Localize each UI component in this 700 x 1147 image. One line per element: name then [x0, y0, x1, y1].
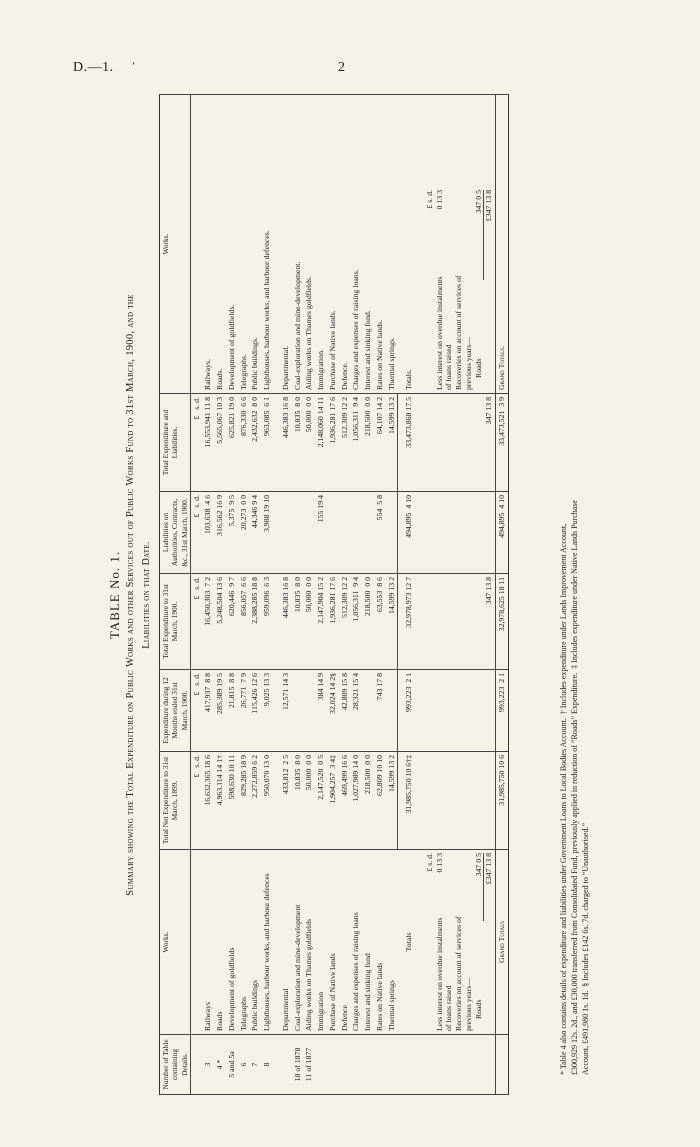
row-expenditure-12-months: 417,937 8 8: [202, 670, 214, 752]
row-liabilities: 316,562 16 9: [214, 492, 226, 574]
row-works-right: Lighthouses, harbour works, and harbour defences.: [261, 95, 273, 394]
row-total-expenditure-liabilities: 2,148,060 14 11: [315, 394, 327, 492]
row-works-right: Immigration.: [315, 95, 327, 394]
row-works: Immigration: [315, 850, 327, 1035]
row-works: Public buildings: [249, 850, 261, 1035]
row-expenditure-12-months: 9,025 13 3: [261, 670, 273, 752]
row-table-number: 18 of 1878: [292, 1035, 304, 1095]
row-net-expenditure: 950,070 13 0: [261, 752, 273, 850]
row-works: Interest and sinking fund: [362, 850, 374, 1035]
row-total-expenditure: 218,500 0 0: [362, 574, 374, 670]
row-table-number: [315, 1035, 327, 1095]
row-liabilities: 155 19 4: [315, 492, 327, 574]
table-row: [292, 95, 304, 1095]
row-total-expenditure-liabilities: 876,330 6 6: [238, 394, 250, 492]
less-label-1: Less interest on overdue instalments of loans raised: [434, 917, 454, 1031]
row-expenditure-12-months: 743 17 8: [374, 670, 386, 752]
units-totexp: £ s. d.: [190, 574, 202, 670]
row-works-right: Telegraphs.: [238, 95, 250, 394]
totals-totall: 33,473,868 17 5: [398, 394, 415, 492]
row-table-number: 8: [261, 1035, 273, 1095]
row-table-number: [280, 1035, 292, 1095]
row-works-right: Charges and expenses of raising loans.: [350, 95, 362, 394]
table-title: TABLE No. 1.: [107, 550, 122, 640]
less-totexp: 347 13 8: [415, 574, 496, 670]
row-total-expenditure: 16,450,303 7 2: [202, 574, 214, 670]
row-total-expenditure: 959,096 6 3: [261, 574, 273, 670]
row-works: Charges and expenses of raising loans: [350, 850, 362, 1035]
less-lsd: £ s. d.: [424, 853, 434, 872]
row-total-expenditure: 2,147,904 15 2: [315, 574, 327, 670]
footnote-3: Account, £491,980 1s. 1d.: [580, 990, 590, 1075]
row-table-number: [374, 1035, 386, 1095]
totals-exp12: 993,223 2 1: [398, 670, 415, 752]
page-code: D.—1.: [73, 60, 114, 75]
col-header-net-expenditure: Total Net Expenditure to 31st March, 1899.: [160, 752, 191, 850]
units-liab: £ s. d.: [190, 492, 202, 574]
row-net-expenditure: 62,809 10 10: [374, 752, 386, 850]
col-header-expenditure-12-months: Expenditure during 12 Months ended 31st March, 1900.: [160, 670, 191, 752]
row-liabilities: [280, 492, 292, 574]
row-works: Telegraphs: [238, 850, 250, 1035]
col-header-total-expenditure-liabilities: Total Expenditure and Liabilities.: [160, 394, 191, 492]
table-row: [214, 95, 226, 1095]
row-works: Lighthouses, harbour works, and harbour defences: [261, 850, 273, 1035]
row-total-expenditure-liabilities: 64,107 14 2: [374, 394, 386, 492]
totals-label-right: Totals.: [398, 95, 415, 394]
col-header-works: Works.: [160, 850, 191, 1035]
totals-liab: 494,895 4 10: [398, 492, 415, 574]
row-works: Defence: [339, 850, 351, 1035]
row-expenditure-12-months: 42,809 15 8: [339, 670, 351, 752]
less-block-right: [415, 95, 496, 394]
row-net-expenditure: 433,812 2 5: [280, 752, 292, 850]
row-works-right: Railways.: [202, 95, 214, 394]
row-table-number: [386, 1035, 398, 1095]
row-net-expenditure: 10,835 8 0: [292, 752, 304, 850]
row-liabilities: [292, 492, 304, 574]
less-value-1-right: 0 13 3: [434, 190, 444, 210]
table-row: [261, 95, 273, 1095]
row-total-expenditure-liabilities: 446,383 16 8: [280, 394, 292, 492]
summary-table: [159, 94, 509, 1095]
row-total-expenditure: 446,383 16 8: [280, 574, 292, 670]
less-label-1-right: Less interest on overdue instalments of loans raised: [434, 276, 454, 390]
row-table-number: 5 and 5a: [226, 1035, 238, 1095]
table-row: [202, 95, 214, 1095]
row-total-expenditure: 63,553 8 6: [374, 574, 386, 670]
row-total-expenditure: 50,000 0 0: [303, 574, 315, 670]
row-expenditure-12-months: [292, 670, 304, 752]
row-works: Aiding works on Thames goldfields: [303, 850, 315, 1035]
spacer-row: [273, 95, 280, 1095]
row-liabilities: [362, 492, 374, 574]
row-works: Development of goldfields: [226, 850, 238, 1035]
row-total-expenditure-liabilities: 14,599 13 2: [386, 394, 398, 492]
table-subtitle-continued: Liabilities on that Date.: [141, 541, 152, 649]
row-net-expenditure: 598,630 10 11: [226, 752, 238, 850]
less-totall: 347 13 8: [415, 394, 496, 492]
grand-totals-exp12: 993,223 2 1: [496, 670, 509, 752]
row-net-expenditure: 16,632,365 18 6: [202, 752, 214, 850]
row-total-expenditure: 14,599 13 2: [386, 574, 398, 670]
table-row: [238, 95, 250, 1095]
row-expenditure-12-months: 28,321 15 4: [350, 670, 362, 752]
row-total-expenditure-liabilities: 1,056,311 9 4: [350, 394, 362, 492]
row-expenditure-12-months: 32,024 14 2§: [327, 670, 339, 752]
row-liabilities: 5,375 9 5: [226, 492, 238, 574]
less-sum: £347 13 8: [483, 853, 494, 921]
row-net-expenditure: 218,500 0 0: [362, 752, 374, 850]
less-row: [415, 95, 496, 1095]
footnote-2: £300,929 12s. 2d., and £30,000 transferred from Consolidated Fund, previously applied in reduction of “Roads” Expenditure.: [569, 672, 579, 1075]
row-total-expenditure: 5,248,504 13 6: [214, 574, 226, 670]
row-total-expenditure-liabilities: 10,835 8 0: [292, 394, 304, 492]
row-total-expenditure: 1,936,281 17 6: [327, 574, 339, 670]
footnote-1: * Table 4 also contains details of expenditure and liabilities under Government Loans to Local Bodies Account.: [559, 718, 568, 1075]
col-header-total-expenditure: Total Expenditure to 31st March, 1900.: [160, 574, 191, 670]
row-total-expenditure: 512,309 12 2: [339, 574, 351, 670]
grand-totals-label: Grand Totals: [496, 850, 509, 1035]
grand-totals-row: [496, 95, 509, 1095]
row-total-expenditure-liabilities: 5,565,067 10 3: [214, 394, 226, 492]
units-totall: £ s. d.: [190, 394, 202, 492]
table-row: [249, 95, 261, 1095]
row-expenditure-12-months: [386, 670, 398, 752]
row-works-right: Aiding works on Thames goldfields.: [303, 95, 315, 394]
header-row: [160, 95, 191, 1095]
row-expenditure-12-months: 115,426 12 6: [249, 670, 261, 752]
row-net-expenditure: 50,000 0 0: [303, 752, 315, 850]
row-total-expenditure-liabilities: 50,000 0 0: [303, 394, 315, 492]
row-works-right: Roads.: [214, 95, 226, 394]
row-total-expenditure: 1,056,311 9 4: [350, 574, 362, 670]
row-table-number: 6: [238, 1035, 250, 1095]
row-liabilities: 20,273 0 0: [238, 492, 250, 574]
row-total-expenditure: 2,388,285 18 8: [249, 574, 261, 670]
row-total-expenditure-liabilities: 512,309 12 2: [339, 394, 351, 492]
less-label-2-right: Recoveries on account of services of previous years—: [454, 275, 473, 390]
row-net-expenditure: 469,499 16 6: [339, 752, 351, 850]
row-works: Railways: [202, 850, 214, 1035]
footnote-3b: § Includes £142 6s. 7d. charged to “Unauthorised.”: [580, 822, 590, 987]
row-works: Roads: [214, 850, 226, 1035]
row-total-expenditure-liabilities: 625,821 19 0: [226, 394, 238, 492]
row-works: Thermal springs: [386, 850, 398, 1035]
row-net-expenditure: 1,904,257 3 4‡: [327, 752, 339, 850]
row-table-number: 11 of 1877: [303, 1035, 315, 1095]
row-net-expenditure: 2,147,520 0 5: [315, 752, 327, 850]
row-expenditure-12-months: 21,815 8 8: [226, 670, 238, 752]
units-net: £ s. d.: [190, 752, 202, 850]
less-block: [415, 850, 496, 1035]
row-works-right: Departmental.: [280, 95, 292, 394]
row-net-expenditure: 2,272,859 6 2: [249, 752, 261, 850]
row-total-expenditure: 620,446 9 7: [226, 574, 238, 670]
row-expenditure-12-months: 384 14 9: [315, 670, 327, 752]
row-works-right: Public buildings.: [249, 95, 261, 394]
row-total-expenditure-liabilities: 16,553,941 11 8: [202, 394, 214, 492]
less-label-2: Recoveries on account of services of previous years—: [454, 916, 473, 1031]
row-table-number: [327, 1035, 339, 1095]
footnotes: [559, 115, 591, 1075]
table-row: [386, 95, 398, 1095]
row-net-expenditure: 14,599 13 2: [386, 752, 398, 850]
page-number: 2: [338, 60, 345, 75]
row-expenditure-12-months: 12,571 14 3: [280, 670, 292, 752]
table-body-group-1: [202, 95, 272, 1095]
row-works-right: Development of goldfields.: [226, 95, 238, 394]
row-expenditure-12-months: 285,389 19 5: [214, 670, 226, 752]
table-body-group-2: [280, 95, 398, 1095]
grand-totals-totall: 33,473,521 3 9: [496, 394, 509, 492]
row-liabilities: [303, 492, 315, 574]
totals-label: Totals: [398, 850, 415, 1035]
totals-row: [398, 95, 415, 1095]
row-total-expenditure-liabilities: 963,085 6 1: [261, 394, 273, 492]
row-total-expenditure-liabilities: 2,432,632 8 0: [249, 394, 261, 492]
row-table-number: 3: [202, 1035, 214, 1095]
row-liabilities: 44,346 9 4: [249, 492, 261, 574]
row-expenditure-12-months: 26,771 7 9: [238, 670, 250, 752]
footnote-1b: † Includes expenditure under Lands Improvement Account,: [559, 523, 568, 715]
row-liabilities: [350, 492, 362, 574]
row-works-right: Thermal springs.: [386, 95, 398, 394]
row-net-expenditure: 1,027,989 14 0: [350, 752, 362, 850]
row-total-expenditure-liabilities: 1,936,281 17 6: [327, 394, 339, 492]
row-total-expenditure: 10,835 8 0: [292, 574, 304, 670]
less-value-3: 347 0 5: [473, 853, 483, 877]
less-lsd-right: £ s. d.: [424, 190, 434, 209]
table-row: [303, 95, 315, 1095]
footnote-2b: ‡ Includes expenditure under Native Lands Purchase: [569, 500, 579, 669]
row-table-number: [339, 1035, 351, 1095]
units-row: [190, 95, 202, 1095]
row-works-right: Coal-exploration and mine-development.: [292, 95, 304, 394]
row-works-right: Purchase of Native lands.: [327, 95, 339, 394]
table-row: [315, 95, 327, 1095]
less-label-3-right: Roads: [473, 358, 483, 378]
row-liabilities: 554 5 8: [374, 492, 386, 574]
row-liabilities: [327, 492, 339, 574]
totals-totexp: 32,978,973 12 7: [398, 574, 415, 670]
totals-net: 31,985,750 10 6†‡: [398, 752, 415, 850]
row-works-right: Rates on Native lands.: [374, 95, 386, 394]
row-expenditure-12-months: [362, 670, 374, 752]
row-total-expenditure: 856,057 6 6: [238, 574, 250, 670]
row-works-right: Interest and sinking fund.: [362, 95, 374, 394]
table-row: [280, 95, 292, 1095]
row-total-expenditure-liabilities: 218,500 0 0: [362, 394, 374, 492]
table-row: [327, 95, 339, 1095]
grand-totals-totexp: 32,978,625 18 11: [496, 574, 509, 670]
table-row: [350, 95, 362, 1095]
row-works: Departmental: [280, 850, 292, 1035]
units-exp12: £ s. d.: [190, 670, 202, 752]
row-expenditure-12-months: [303, 670, 315, 752]
table-subtitle: Summary showing the Total Expenditure on Public Works and other Services out of Public Works Fund to 31st March, 1900, and the: [125, 294, 136, 896]
col-header-works-right: Works.: [160, 95, 191, 394]
row-liabilities: [386, 492, 398, 574]
row-table-number: [350, 1035, 362, 1095]
row-works-right: Defence.: [339, 95, 351, 394]
less-value-1: 0 13 3: [434, 853, 444, 873]
less-label-3: Roads: [473, 999, 483, 1019]
row-liabilities: 3,988 19 10: [261, 492, 273, 574]
table-row: [374, 95, 386, 1095]
row-liabilities: 103,638 4 6: [202, 492, 214, 574]
row-table-number: [362, 1035, 374, 1095]
row-works: Rates on Native lands: [374, 850, 386, 1035]
table-row: [226, 95, 238, 1095]
row-liabilities: [339, 492, 351, 574]
page-mark: ‘: [132, 61, 136, 72]
grand-totals-liab: 494,895 4 10: [496, 492, 509, 574]
row-works: Coal-exploration and mine-development: [292, 850, 304, 1035]
col-header-liabilities: Liabilities on Authorities, Contracts, &c., 31st March, 1900.: [160, 492, 191, 574]
col-header-table-number: Number of Table containing Details.: [160, 1035, 191, 1095]
grand-totals-net: 31,985,750 10 6: [496, 752, 509, 850]
rotated-table-page: [95, 95, 595, 1095]
table-row: [339, 95, 351, 1095]
grand-totals-label-right: Grand Totals.: [496, 95, 509, 394]
row-table-number: 7: [249, 1035, 261, 1095]
row-works: Purchase of Native lands: [327, 850, 339, 1035]
row-table-number: 4 *: [214, 1035, 226, 1095]
less-value-3-right: 347 0 5: [473, 190, 483, 214]
row-net-expenditure: 829,285 18 9: [238, 752, 250, 850]
row-net-expenditure: 4,963,114 14 1†: [214, 752, 226, 850]
table-row: [362, 95, 374, 1095]
less-sum-right: £347 13 8: [483, 190, 494, 280]
